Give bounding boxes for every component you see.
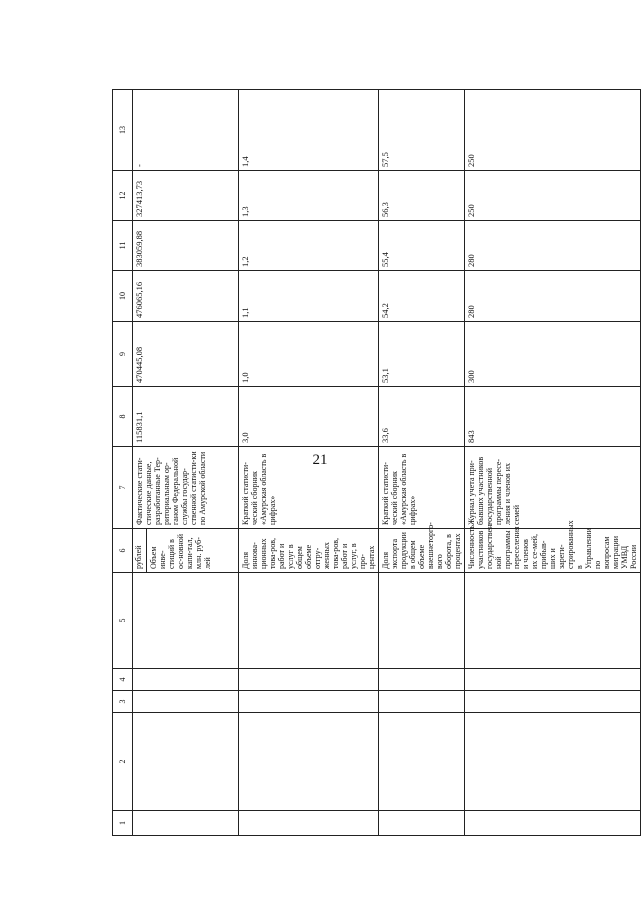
empty-cell — [379, 669, 465, 691]
value-cell: 1,2 — [239, 221, 379, 271]
source-cell: Краткий статисти-ческий сборник «Амурская область в цифрах» — [379, 447, 465, 529]
value-cell: 476065,16 — [133, 271, 239, 322]
empty-cell — [133, 573, 239, 669]
header-cell: 6 — [113, 529, 133, 573]
empty-cell — [379, 713, 465, 811]
page-number: 21 — [312, 452, 328, 468]
value-cell: 54,2 — [379, 271, 465, 322]
value-cell: 327413,73 — [133, 171, 239, 221]
value-cell: 55,4 — [379, 221, 465, 271]
indicator-text: Объем инве-стиций в ос-новной капи-тал, млн. руб-лей — [149, 533, 212, 569]
header-cell: 12 — [113, 171, 133, 221]
empty-cell — [239, 573, 379, 669]
empty-cell — [465, 691, 641, 713]
value-cell: 33,6 — [379, 387, 465, 447]
empty-cell — [465, 713, 641, 811]
header-row — [113, 90, 133, 836]
rotated-table-area — [112, 90, 638, 836]
header-cell: 2 — [113, 713, 133, 811]
source-cell: Журнал учета при-бывших участников государственной программы пересе-ления и членов их семей — [465, 447, 641, 529]
empty-cell — [379, 811, 465, 836]
empty-cell — [133, 669, 239, 691]
empty-cell — [239, 691, 379, 713]
indicator-cell: Доля иннова-ционных това-ров, работ и услуг в общем объеме отгру-женных това-ров, работ и услуг, в про-центах — [239, 529, 379, 573]
empty-cell — [133, 713, 239, 811]
value-cell: 53,1 — [379, 322, 465, 387]
header-cell: 10 — [113, 271, 133, 322]
table-row — [239, 90, 379, 836]
table-row — [465, 90, 641, 836]
value-cell: 1,1 — [239, 271, 379, 322]
indicators-table — [112, 89, 641, 836]
empty-cell — [465, 573, 641, 669]
empty-cell — [239, 669, 379, 691]
indicator-cell: Доля экспорта продукции в общем объеме внешнеторго-вого оборота, в процентах — [379, 529, 465, 573]
value-cell: 280 — [465, 271, 641, 322]
value-cell: 280 — [465, 221, 641, 271]
source-cell: Краткий статисти-ческий сборник «Амурская область в цифрах» — [239, 447, 379, 529]
empty-cell — [465, 811, 641, 836]
value-cell: 3,0 — [239, 387, 379, 447]
header-cell: 13 — [113, 90, 133, 171]
empty-cell — [379, 573, 465, 669]
rotated-table-wrapper — [112, 90, 638, 836]
value-cell: 300 — [465, 322, 641, 387]
value-cell: 56,3 — [379, 171, 465, 221]
header-cell: 9 — [113, 322, 133, 387]
header-cell: 1 — [113, 811, 133, 836]
header-cell: 4 — [113, 669, 133, 691]
value-cell: 250 — [465, 90, 641, 171]
header-cell: 8 — [113, 387, 133, 447]
value-cell: 57,5 — [379, 90, 465, 171]
value-cell: 250 — [465, 171, 641, 221]
header-cell: 11 — [113, 221, 133, 271]
header-cell: 3 — [113, 691, 133, 713]
header-cell: 7 — [113, 447, 133, 529]
table-row — [379, 90, 465, 836]
value-cell: - — [133, 90, 239, 171]
empty-cell — [379, 691, 465, 713]
value-cell: 1,3 — [239, 171, 379, 221]
value-cell: 115831,1 — [133, 387, 239, 447]
table-row — [133, 90, 239, 836]
header-cell: 5 — [113, 573, 133, 669]
empty-cell — [239, 713, 379, 811]
empty-cell — [133, 691, 239, 713]
indicator-cell: Численность участников государствен-ной программы переселения и членов их се-мей, прибыв-ших и зареги-стрированных в Управлении по вопросам миграции УМВД России — [465, 529, 641, 573]
source-cell: Фактические стати-стические данные, разработанные Тер-риториальным ор-ганом Федеральной службы государ-ственной статисти-ки по Амурской области — [133, 447, 239, 529]
value-cell: 470445,08 — [133, 322, 239, 387]
indicator-cell — [133, 529, 239, 573]
empty-cell — [133, 811, 239, 836]
empty-cell — [465, 669, 641, 691]
indicator-unit: рублей — [133, 529, 147, 572]
empty-cell — [239, 811, 379, 836]
value-cell: 843 — [465, 387, 641, 447]
value-cell: 383059,88 — [133, 221, 239, 271]
value-cell: 1,0 — [239, 322, 379, 387]
value-cell: 1,4 — [239, 90, 379, 171]
